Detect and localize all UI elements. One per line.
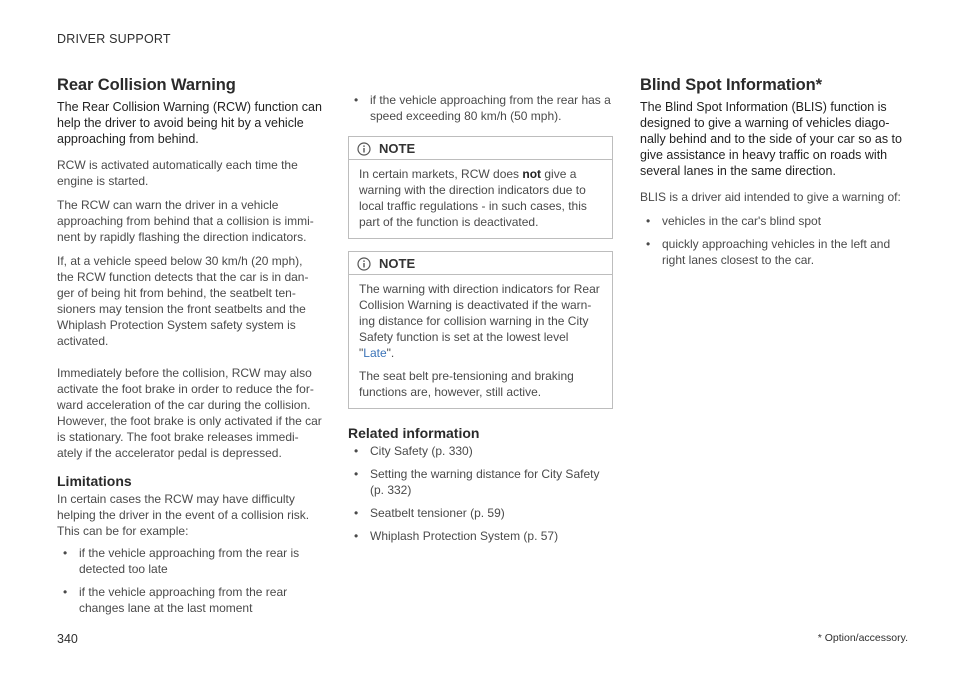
list-item: • quickly approaching vehicles in the left and right lanes closest to the car. — [646, 237, 891, 267]
running-header: DRIVER SUPPORT — [57, 32, 171, 46]
note-text: The warning with direction indicators for Rear Collision Warning is deactivated if the warn-ing distance for collision warning in the City Safety function is set at the lowest level "Late". — [359, 282, 600, 360]
note-title: NOTE — [379, 256, 416, 271]
bullet-icon: • — [646, 214, 651, 228]
column-left — [57, 76, 322, 623]
column-right — [640, 76, 905, 275]
blis-list — [640, 213, 905, 268]
note-body — [349, 160, 612, 238]
note-title: NOTE — [379, 141, 416, 156]
note-body — [349, 275, 612, 408]
bullet-icon: • — [354, 93, 359, 107]
blis-lead: The Blind Spot Information (BLIS) function is designed to give a warning of vehicles diago-nally behind and to the side of your car so as to give assistance in heavy traffic on roads with several lanes in the same direction. — [640, 100, 902, 178]
bullet-icon: • — [354, 529, 359, 543]
related-info-list — [348, 443, 613, 544]
limitations-list — [57, 545, 322, 616]
footnote: * Option/accessory. — [817, 632, 908, 644]
note-box — [348, 251, 613, 409]
note-text: The seat belt pre-tensioning and braking functions are, however, still active. — [359, 369, 574, 399]
info-icon — [357, 257, 371, 271]
rcw-lead: The Rear Collision Warning (RCW) function can help the driver to avoid being hit by a vehicle approaching from behind. — [57, 100, 322, 146]
list-item: • if the vehicle approaching from the rear is detected too late — [63, 546, 300, 576]
bullet-icon: • — [354, 467, 359, 481]
list-item: • if the vehicle approaching from the rear has a speed exceeding 80 km/h (50 mph). — [354, 93, 611, 123]
info-icon — [357, 142, 371, 156]
related-link[interactable]: • City Safety (p. 330) — [354, 444, 473, 458]
list-item: • if the vehicle approaching from the rear changes lane at the last moment — [63, 585, 288, 615]
list-item: • vehicles in the car's blind spot — [646, 214, 822, 228]
bullet-icon: • — [63, 546, 68, 560]
rcw-paragraph-3: If, at a vehicle speed below 30 km/h (20 mph), the RCW function detects that the car is in dan-ger of being hit from behind, the seatbelt ten-sioners may tension the front seatbelts and the Whiplash Protection System safety system is activated. — [57, 254, 309, 348]
column-middle — [348, 92, 613, 551]
rcw-paragraph-4: Immediately before the collision, RCW may also activate the foot brake in order to reduce the for-ward acceleration of the car during the collision. However, the foot brake is only activated if the car is stationary. The foot brake releases immedi-ately if the accelerator pedal is depressed. — [57, 366, 322, 460]
bullet-icon: • — [646, 237, 651, 251]
related-info-title: Related information — [348, 425, 480, 441]
blis-title: Blind Spot Information* — [640, 76, 822, 94]
bullet-icon: • — [63, 585, 68, 599]
page-number: 340 — [57, 632, 78, 646]
limitations-title: Limitations — [57, 473, 132, 489]
rcw-paragraph-1: RCW is activated automatically each time the engine is started. — [57, 158, 298, 188]
note-text: In certain markets, RCW does not give a warning with the direction indicators due to local traffic regulations - in such cases, this part of the function is deactivated. — [359, 167, 587, 229]
limitations-list-continued — [348, 92, 613, 124]
related-link[interactable]: • Setting the warning distance for City Safety (p. 332) — [354, 467, 600, 497]
note-header — [349, 252, 612, 275]
setting-value-late: Late — [363, 346, 387, 360]
related-link[interactable]: • Whiplash Protection System (p. 57) — [354, 529, 559, 543]
bullet-icon: • — [354, 444, 359, 458]
bullet-icon: • — [354, 506, 359, 520]
related-link[interactable]: • Seatbelt tensioner (p. 59) — [354, 506, 505, 520]
rcw-paragraph-2: The RCW can warn the driver in a vehicle approaching from behind that a collision is immi-nent by rapidly flashing the direction indicators. — [57, 198, 314, 244]
note-header — [349, 137, 612, 160]
limitations-text: In certain cases the RCW may have difficulty helping the driver in the event of a collision risk. This can be for example: — [57, 492, 310, 538]
note-box — [348, 136, 613, 239]
blis-paragraph-1: BLIS is a driver aid intended to give a warning of: — [640, 190, 901, 204]
rcw-title: Rear Collision Warning — [57, 76, 236, 94]
